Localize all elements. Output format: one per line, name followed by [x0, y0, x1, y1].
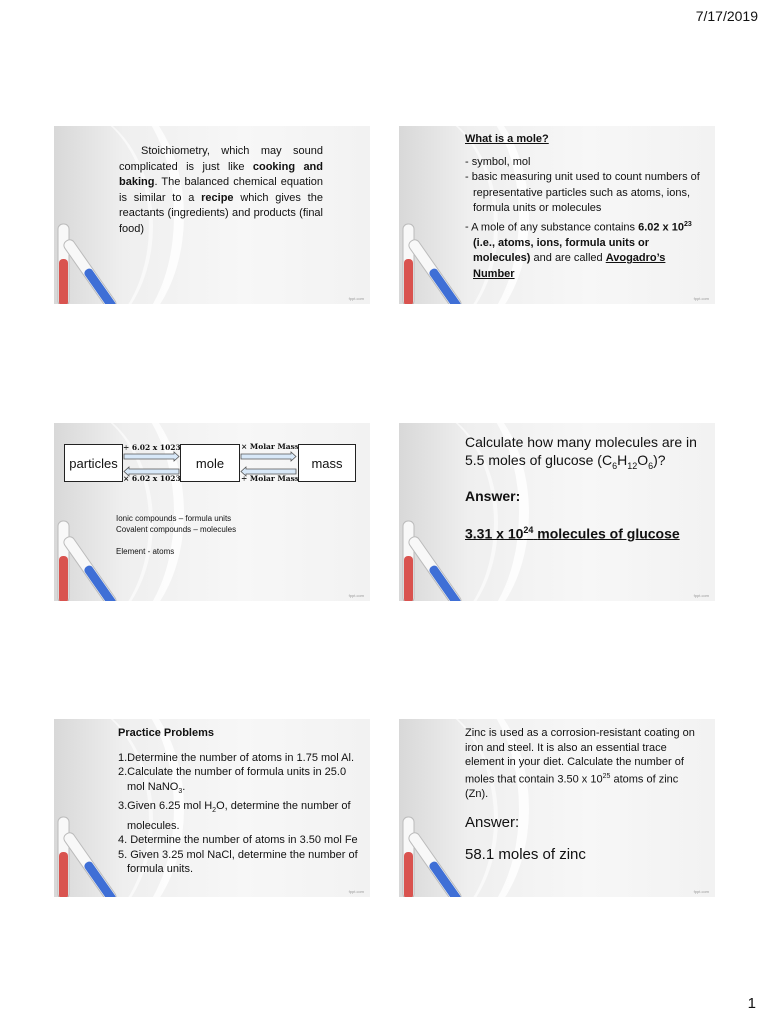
mul-molar-label: × Molar Mass	[241, 442, 300, 451]
slide-footer: fppt.com	[348, 593, 364, 598]
page-number: 1	[747, 995, 756, 1012]
test-tubes-icon	[54, 511, 124, 601]
slide-6-problem: Zinc is used as a corrosion-resistant coating on iron and steel. It is also an essential trace element in your diet. Calculate the number of moles that contain 3.50 x $10^{25}$ atoms of zinc (Zn).	[465, 727, 695, 800]
list-item: 5. Given 3.25 mol NaCl, determine the number of formula units.	[118, 848, 358, 876]
slide-4-question: Calculate how many molecules are in 5.5 moles of glucose $(C_6H_{12}O_6)$?	[465, 434, 697, 471]
slide-2-list	[465, 155, 709, 283]
slide-footer: fppt.com	[348, 889, 364, 894]
conversion-arrows	[54, 423, 370, 503]
list-item: 1.Determine the number of atoms in 1.75 mol Al.	[118, 751, 355, 764]
slide-3-notes	[116, 513, 236, 557]
note-line: Ionic compounds – formula units	[116, 514, 232, 523]
test-tubes-icon	[54, 807, 124, 897]
div-molar-label: ÷ Molar Mass	[241, 474, 300, 483]
slide-3	[54, 423, 370, 601]
slide-4-answer-label: Answer:	[465, 487, 521, 504]
note-line: Covalent compounds – molecules	[116, 525, 237, 534]
slide-footer: fppt.com	[693, 593, 709, 598]
slide-5-title: Practice Problems	[118, 727, 214, 739]
list-item: 2.Calculate the number of formula units in 25.0 mol NaNO$_3$.	[118, 766, 347, 795]
slide-4-answer: 3.31 x $10^{24}$ molecules of glucose	[465, 524, 680, 542]
slide-footer: fppt.com	[693, 296, 709, 301]
slide-footer: fppt.com	[693, 889, 709, 894]
test-tubes-icon	[399, 214, 469, 304]
slide-6-answer-label: Answer:	[465, 814, 520, 832]
list-item: 4. Determine the number of atoms in 3.50 mol Fe	[118, 834, 358, 847]
list-item: - A mole of any substance contains 6.02 x $10^{23}$ (i.e., atoms, ions, formula units or molecules) and are called Avogadro’s Number	[465, 217, 709, 283]
practice-list	[118, 751, 362, 877]
mass-box: mass	[298, 444, 356, 482]
list-item: - basic measuring unit used to count numbers of representative particles such as atoms, ions, formula units or molecules	[465, 170, 709, 217]
slide-1	[54, 126, 370, 304]
test-tubes-icon	[399, 511, 469, 601]
slide-1-text: Stoichiometry, which may sound complicated is just like cooking and baking. The balanced chemical equation is similar to a recipe which gives the reactants (ingredients) and products (final food)	[119, 145, 323, 235]
mole-box: mole	[180, 444, 240, 482]
slide-2-title: What is a mole?	[465, 133, 549, 145]
page-date: 7/17/2019	[695, 8, 758, 24]
list-item: 3.Given 6.25 mol $H_2O$, determine the number of molecules.	[118, 800, 351, 832]
mul-avogadro-label: × 6.02 x 1023	[123, 474, 181, 483]
particles-box: particles	[64, 444, 123, 482]
list-item: - symbol, mol	[465, 155, 709, 171]
slide-6	[399, 719, 715, 897]
slide-4	[399, 423, 715, 601]
div-avogadro-label: ÷ 6.02 x 1023	[123, 443, 181, 452]
test-tubes-icon	[54, 214, 124, 304]
slide-footer: fppt.com	[348, 296, 364, 301]
slide-2	[399, 126, 715, 304]
slide-6-answer: 58.1 moles of zinc	[465, 845, 586, 863]
note-line: Element - atoms	[116, 547, 175, 556]
test-tubes-icon	[399, 807, 469, 897]
slide-5	[54, 719, 370, 897]
